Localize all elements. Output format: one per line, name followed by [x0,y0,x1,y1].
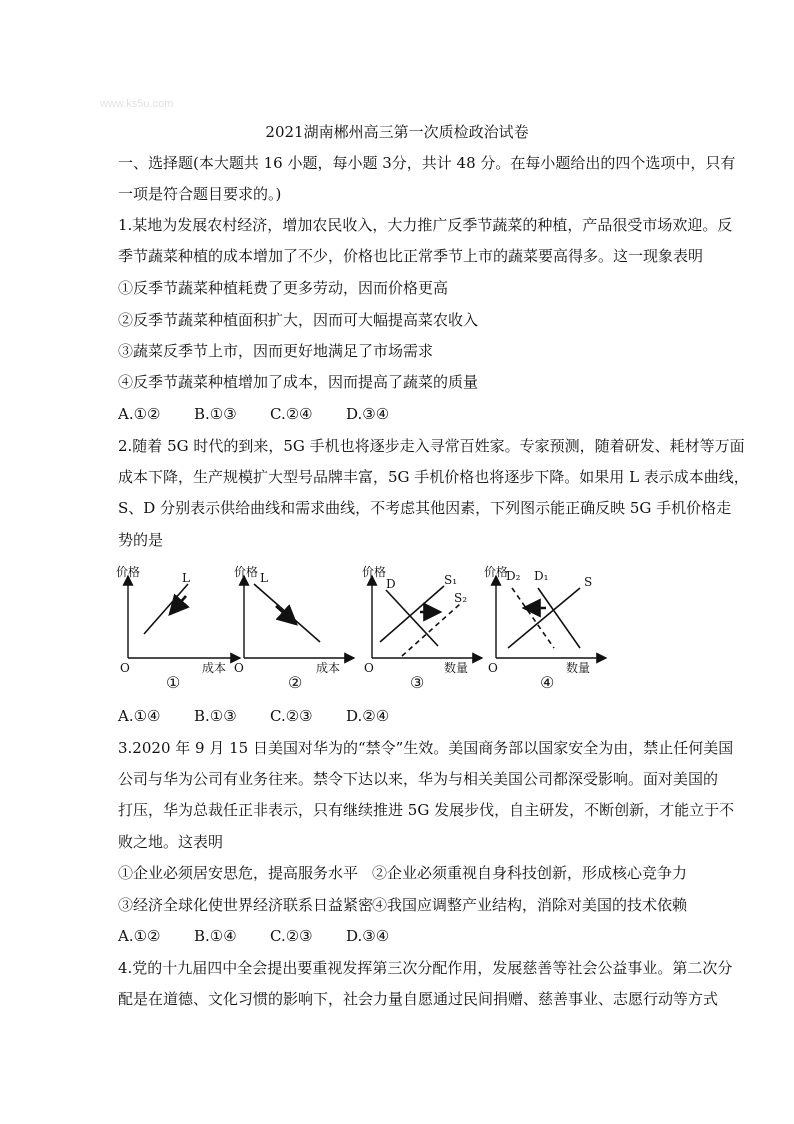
q1-stem-cont: 季节蔬菜种植的成本增加了不少，价格也比正常季节上市的蔬菜要高得多。这一现象表明 [118,247,704,265]
q3-option-c[interactable]: C.②③ [270,927,313,945]
y-axis-label: 价格 [484,565,509,579]
q3-statement-4: ④我国应调整产业结构，消除对美国的技术依赖 [372,896,688,914]
q1-statement-1: ①反季节蔬菜种植耗费了更多劳动，因而价格更高 [118,279,449,297]
origin-label: O [364,661,374,675]
x-axis-label: 成本 [202,661,227,675]
curve-label-s1: S₁ [444,573,458,587]
figure-3 [360,562,490,694]
curve-label-l: L [260,571,268,585]
x-axis-label: 数量 [566,661,591,675]
figure-2 [230,562,370,694]
q1-statement-2: ②反季节蔬菜种植面积扩大，因而可大幅提高菜农收入 [118,311,479,329]
q3-stem-cont-3: 败之地。这表明 [118,833,224,851]
q2-options [118,706,422,726]
q2-option-b[interactable]: B.①③ [194,707,237,725]
q3-stem-cont-2: 打压，华为总裁任正非表示，只有继续推进 5G 发展步伐，自主研发，不断创新，才能立于不 [118,801,735,819]
q3-statement-1: ①企业必须居安思危，提高服务水平 [118,864,359,882]
q2-figures [110,562,690,694]
q3-stem-cont-1: 公司与华为公司有业务往来。禁令下达以来，华为与相关美国公司都深受影响。面对美国的 [118,770,719,788]
section-heading-cont: 一项是符合题目要求的。) [118,185,282,203]
q3-option-d[interactable]: D.③④ [346,927,390,945]
q2-stem-cont-2: S、D 分别表示供给曲线和需求曲线，不考虑其他因素，下列图示能正确反映 5G 手机价格走 [118,499,732,517]
q3-statement-2: ②企业必须重视自身科技创新，形成核心竞争力 [372,864,688,882]
curve-label-d2: D₂ [506,569,521,583]
curve-label-l: L [182,571,190,585]
q1-statement-4: ④反季节蔬菜种植增加了成本，因而提高了蔬菜的质量 [118,373,479,391]
figure-number: ① [166,673,181,692]
page-title: 2021湖南郴州高三第一次质检政治试卷 [265,123,529,141]
figure-4 [484,562,614,694]
q1-statement-3: ③蔬菜反季节上市，因而更好地满足了市场需求 [118,342,434,360]
x-axis-label: 成本 [316,661,341,675]
trend-arrow [276,606,296,624]
curve-label-s: S [584,575,593,589]
q2-stem: 2.随着 5G 时代的到来，5G 手机也将逐步走入寻常百姓家。专家预测，随着研发、耗材等万面 [118,437,745,455]
figure-number: ③ [410,673,425,692]
q1-option-a[interactable]: A.①② [118,405,161,423]
origin-label: O [488,661,498,675]
cost-curve-l [254,584,320,642]
q2-option-d[interactable]: D.②④ [346,707,390,725]
q3-options [118,926,422,946]
section-heading: 一、选择题(本大题共 16 小题，每小题 3分，共计 48 分。在每小题给出的四个选项中，只有 [118,154,736,172]
q1-option-d[interactable]: D.③④ [346,405,390,423]
q1-options [118,404,422,424]
q2-option-a[interactable]: A.①④ [118,707,161,725]
q2-stem-cont-1: 成本下降，生产规模扩大型号品牌丰富，5G 手机价格也将逐步下降。如果用 L 表示成本曲线， [118,468,749,486]
q1-option-c[interactable]: C.②④ [270,405,313,423]
curve-label-s2: S₂ [454,591,468,605]
q1-option-b[interactable]: B.①③ [194,405,237,423]
y-axis-label: 价格 [234,565,259,579]
trend-arrow [170,596,186,614]
cost-curve-l [144,584,188,634]
origin-label: O [234,661,244,675]
q4-stem-cont: 配是在道德、文化习惯的影响下，社会力量自愿通过民间捐赠、慈善事业、志愿行动等方式 [118,990,719,1008]
origin-label: O [120,661,130,675]
x-axis-label: 数量 [444,661,469,675]
figure-number: ② [288,673,303,692]
y-axis-label: 价格 [362,565,387,579]
y-axis-label: 价格 [116,565,141,579]
q2-stem-cont-3: 势的是 [118,531,164,549]
curve-label-d: D [386,577,396,591]
figure-1 [110,562,250,694]
figure-number: ④ [540,673,555,692]
q1-stem: 1.某地为发展农村经济，增加农民收入，大力推广反季节蔬菜的种植，产品很受市场欢迎。反 [118,216,733,234]
q3-option-b[interactable]: B.①④ [194,927,237,945]
q3-stem: 3.2020 年 9 月 15 日美国对华为的“禁令”生效。美国商务部以国家安全为由，禁止任何美国 [118,739,734,757]
q3-statement-3: ③经济全球化使世界经济联系日益紧密 [118,896,374,914]
q2-option-c[interactable]: C.②③ [270,707,313,725]
q3-option-a[interactable]: A.①② [118,927,161,945]
q4-stem: 4.党的十九届四中全会提出要重视发挥第三次分配作用，发展慈善等社会公益事业。第二次分 [118,959,733,977]
watermark: www.ks5u.com [100,98,174,110]
curve-label-d1: D₁ [534,569,549,583]
